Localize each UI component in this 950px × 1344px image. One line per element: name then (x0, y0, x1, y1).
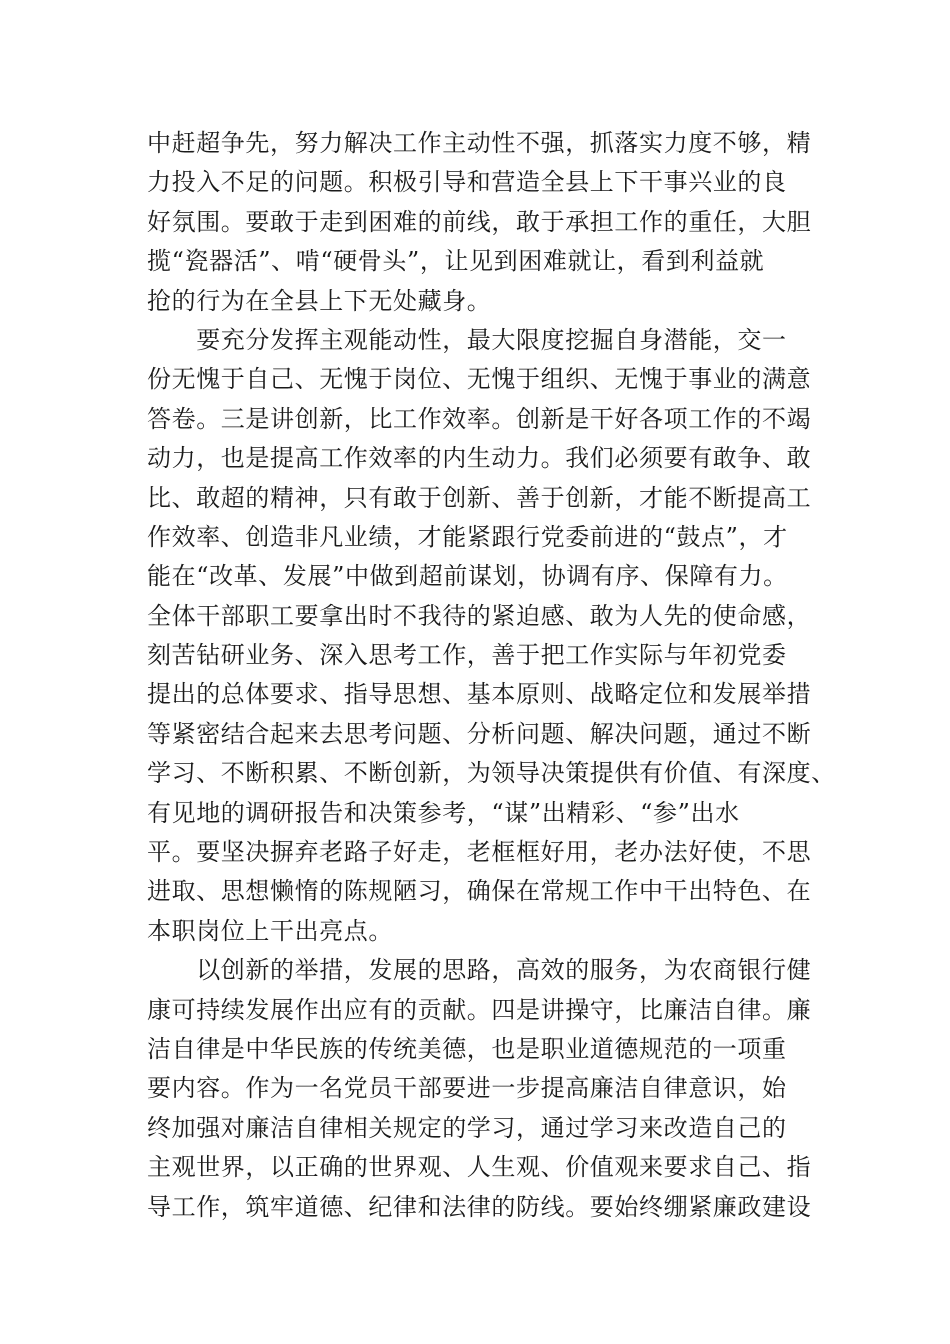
text-line: 康可持续发展作出应有的贡献。四是讲操守，比廉洁自律。廉 (147, 995, 812, 1024)
text-line: 动力，也是提高工作效率的内生动力。我们必须要有敢争、敢 (147, 444, 812, 473)
text-line: 要内容。作为一名党员干部要进一步提高廉洁自律意识，始 (147, 1074, 787, 1103)
text-line: 全体干部职工要拿出时不我待的紧迫感、敢为人先的使命感， (147, 601, 812, 630)
body-text (147, 124, 836, 1227)
text-line: 能在“改革、发展”中做到超前谋划，协调有序、保障有力。 (147, 562, 788, 591)
text-line: 洁自律是中华民族的传统美德，也是职业道德规范的一项重 (147, 1034, 787, 1063)
text-line: 本职岗位上干出亮点。 (147, 916, 393, 945)
text-line: 作效率、创造非凡业绩，才能紧跟行党委前进的“鼓点”，才 (147, 522, 788, 551)
text-line: 抢的行为在全县上下无处藏身。 (147, 286, 492, 315)
text-line: 导工作，筑牢道德、纪律和法律的防线。要始终绷紧廉政建设 (147, 1192, 812, 1221)
text-line: 答卷。三是讲创新，比工作效率。创新是干好各项工作的不竭 (147, 404, 812, 433)
text-line: 份无愧于自己、无愧于岗位、无愧于组织、无愧于事业的满意 (147, 365, 812, 394)
text-line: 主观世界，以正确的世界观、人生观、价值观来要求自己、指 (147, 1153, 812, 1182)
text-line: 刻苦钻研业务、深入思考工作，善于把工作实际与年初党委 (147, 641, 787, 670)
text-line: 揽“瓷器活”、啃“硬骨头”，让见到困难就让，看到利益就 (147, 247, 765, 276)
text-line: 学习、不断积累、不断创新，为领导决策提供有价值、有深度、 (147, 759, 836, 788)
text-line: 平。要坚决摒弃老路子好走，老框框好用，老办法好使，不思 (147, 838, 812, 867)
text-line: 进取、思想懒惰的陈规陋习，确保在常规工作中干出特色、在 (147, 877, 812, 906)
text-line: 终加强对廉洁自律相关规定的学习，通过学习来改造自己的 (147, 1113, 787, 1142)
text-line: 中赶超争先，努力解决工作主动性不强，抓落实力度不够，精 (147, 129, 812, 157)
text-line: 有见地的调研报告和决策参考，“谋”出精彩、“参”出水 (147, 798, 740, 827)
text-line: 比、敢超的精神，只有敢于创新、善于创新，才能不断提高工 (147, 483, 812, 512)
text-line: 力投入不足的问题。积极引导和营造全县上下干事兴业的良 (147, 168, 787, 197)
text-line: 等紧密结合起来去思考问题、分析问题、解决问题，通过不断 (147, 719, 812, 748)
text-line: 要充分发挥主观能动性，最大限度挖掘自身潜能，交一 (147, 325, 787, 354)
text-line: 提出的总体要求、指导思想、基本原则、战略定位和发展举措 (147, 680, 812, 709)
text-line: 以创新的举措，发展的思路，高效的服务，为农商银行健 (147, 956, 812, 985)
text-line: 好氛围。要敢于走到困难的前线，敢于承担工作的重任，大胆 (147, 207, 812, 236)
